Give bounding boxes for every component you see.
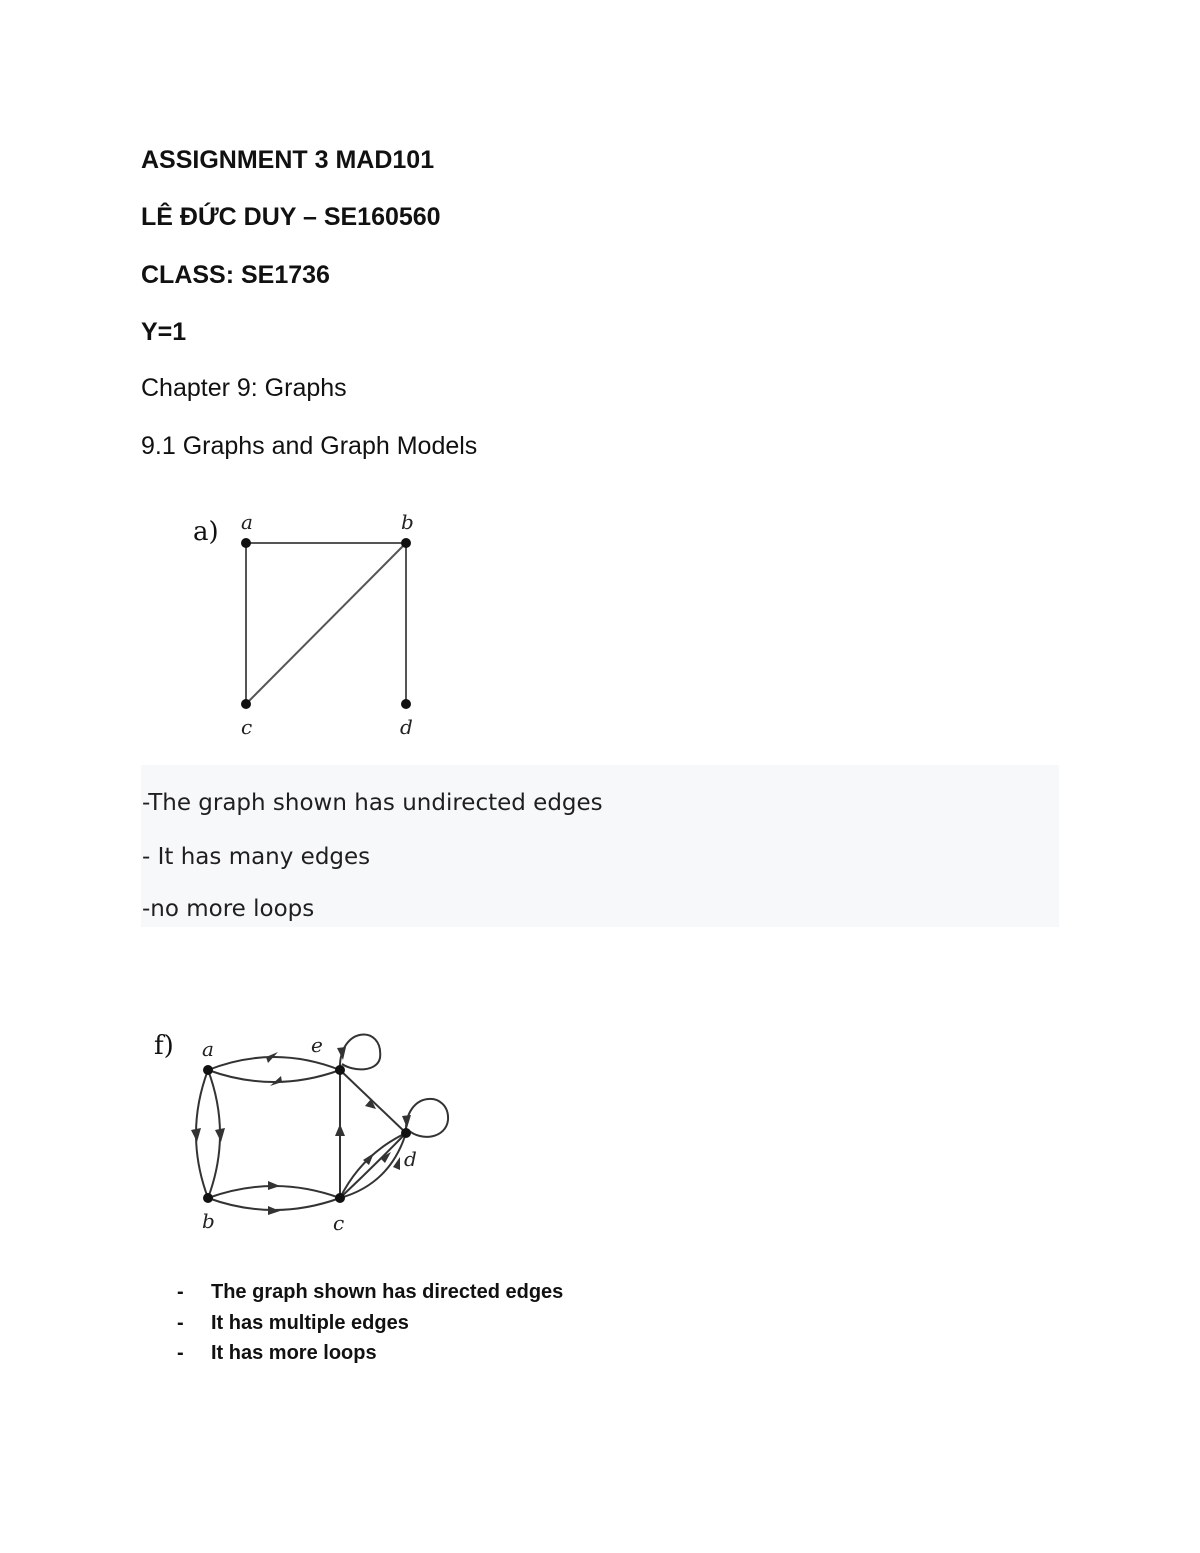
- list-item-text: It has more loops: [211, 1342, 377, 1364]
- loop-d: [406, 1099, 448, 1137]
- note-line: - It has many edges: [142, 844, 371, 870]
- vertex-d: [401, 1128, 411, 1138]
- graph-figure-f: [150, 1020, 470, 1240]
- note-line: -The graph shown has undirected edges: [142, 790, 603, 816]
- arrowhead: [268, 1181, 280, 1190]
- edge-b-c-lower: [208, 1198, 340, 1210]
- vertex-label-a: a: [241, 510, 253, 534]
- arrowhead: [268, 1206, 280, 1215]
- section-heading: 9.1 Graphs and Graph Models: [141, 432, 478, 460]
- list-item-text: It has multiple edges: [211, 1312, 409, 1334]
- arrowhead: [402, 1115, 411, 1128]
- bullet-dash: -: [177, 1342, 184, 1364]
- vertex-b: [401, 538, 411, 548]
- arrowhead: [335, 1124, 345, 1136]
- graph-figure-a: [185, 505, 445, 745]
- vertex-a: [203, 1065, 213, 1075]
- vertex-b: [203, 1193, 213, 1203]
- list-item: [177, 1312, 409, 1335]
- vertex-label-d: d: [404, 1147, 417, 1171]
- edge-e-a: [208, 1070, 340, 1082]
- edge-b-c: [246, 543, 406, 704]
- vertex-e: [335, 1065, 345, 1075]
- arrowhead: [215, 1128, 225, 1142]
- list-item: [177, 1342, 377, 1365]
- bullet-dash: -: [177, 1281, 184, 1303]
- list-item: [177, 1281, 563, 1304]
- assignment-title: ASSIGNMENT 3 MAD101: [141, 146, 435, 174]
- vertex-label-b: b: [202, 1209, 215, 1233]
- student-name: LÊ ĐỨC DUY – SE160560: [141, 203, 441, 231]
- vertex-c: [335, 1193, 345, 1203]
- y-value: Y=1: [141, 318, 187, 346]
- vertex-c: [241, 699, 251, 709]
- vertex-label-e: e: [311, 1033, 323, 1057]
- edge-e-d: [340, 1070, 406, 1133]
- figure-a-label: a): [193, 517, 219, 547]
- chapter-heading: Chapter 9: Graphs: [141, 374, 347, 402]
- note-line: -no more loops: [142, 896, 315, 922]
- vertex-label-c: c: [333, 1211, 345, 1235]
- list-item-text: The graph shown has directed edges: [211, 1281, 564, 1303]
- edge-a-e: [208, 1057, 340, 1070]
- bullet-dash: -: [177, 1312, 184, 1334]
- vertex-label-b: b: [401, 510, 414, 534]
- vertex-label-c: c: [241, 715, 253, 739]
- loop-e: [340, 1035, 380, 1070]
- vertex-a: [241, 538, 251, 548]
- vertex-label-a: a: [202, 1037, 214, 1061]
- figure-f-label: f): [154, 1031, 174, 1061]
- vertex-d: [401, 699, 411, 709]
- arrowhead: [191, 1128, 201, 1142]
- vertex-label-d: d: [400, 715, 413, 739]
- class-label: CLASS: SE1736: [141, 261, 330, 289]
